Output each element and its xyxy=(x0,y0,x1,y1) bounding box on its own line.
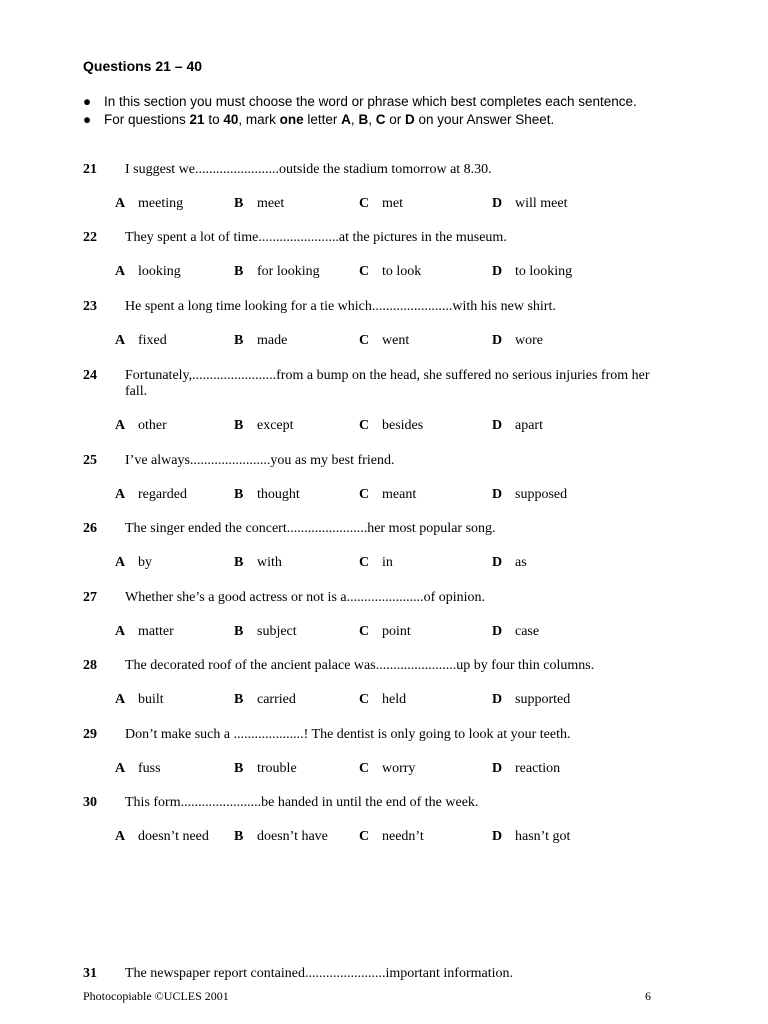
question-text: They spent a lot of time.......................at the pictures in the museum. xyxy=(125,230,507,245)
option-letter: B xyxy=(234,761,244,776)
option-text: fuss xyxy=(138,761,161,776)
option-text: apart xyxy=(515,418,543,433)
answer-options xyxy=(115,829,675,845)
option-letter: C xyxy=(359,829,370,844)
option-text: subject xyxy=(257,624,297,639)
answer-option[interactable] xyxy=(359,487,416,503)
option-letter: C xyxy=(359,624,370,639)
footer-copyright: Photocopiable ©UCLES 2001 xyxy=(83,989,229,1003)
option-text: meant xyxy=(382,487,417,502)
option-letter: C xyxy=(359,196,370,211)
option-text: hasn’t got xyxy=(515,829,571,844)
question-number: 24 xyxy=(83,368,97,383)
option-text: for looking xyxy=(257,264,320,279)
answer-options xyxy=(115,333,675,349)
question-number: 25 xyxy=(83,453,97,468)
option-letter: C xyxy=(359,555,370,570)
option-text: meeting xyxy=(138,196,184,211)
answer-option[interactable] xyxy=(115,761,161,777)
option-text: looking xyxy=(138,264,181,279)
option-letter: D xyxy=(492,487,503,502)
bullet-icon: ● xyxy=(83,112,92,127)
instruction-fragment: on your Answer Sheet. xyxy=(414,112,555,127)
question-number: 26 xyxy=(83,521,97,536)
question-number: 28 xyxy=(83,658,97,673)
option-letter: B xyxy=(234,692,244,707)
answer-options xyxy=(115,555,675,571)
option-letter: A xyxy=(115,624,126,639)
option-text: will meet xyxy=(515,196,568,211)
answer-option[interactable] xyxy=(359,555,393,571)
option-text: point xyxy=(382,624,411,639)
answer-option[interactable] xyxy=(234,692,296,708)
option-letter: C xyxy=(359,487,370,502)
answer-option[interactable] xyxy=(234,829,328,845)
answer-option[interactable] xyxy=(115,555,152,571)
question-text: The decorated roof of the ancient palace was.......................up by four thin columns. xyxy=(125,658,595,673)
option-letter: B xyxy=(234,196,244,211)
instruction-fragment: B xyxy=(358,112,369,127)
question-number: 21 xyxy=(83,162,97,177)
answer-option[interactable] xyxy=(492,196,568,212)
option-text: fixed xyxy=(138,333,167,348)
answer-option[interactable] xyxy=(359,418,423,434)
instruction-fragment: to xyxy=(204,112,224,127)
answer-options xyxy=(115,624,675,640)
question-number: 23 xyxy=(83,299,97,314)
question-number: 22 xyxy=(83,230,97,245)
answer-option[interactable] xyxy=(359,264,421,280)
option-letter: D xyxy=(492,418,503,433)
option-text: besides xyxy=(382,418,424,433)
option-letter: A xyxy=(115,829,126,844)
option-letter: B xyxy=(234,624,244,639)
answer-options xyxy=(115,418,675,434)
question-text: The newspaper report contained.......................important information. xyxy=(125,966,514,981)
instruction-text xyxy=(104,112,554,128)
question-text: The singer ended the concert.......................her most popular song. xyxy=(125,521,496,536)
option-letter: C xyxy=(359,761,370,776)
answer-option[interactable] xyxy=(359,333,409,349)
option-text: supposed xyxy=(515,487,568,502)
answer-options xyxy=(115,264,675,280)
question-number: 29 xyxy=(83,727,97,742)
option-letter: C xyxy=(359,333,370,348)
answer-option[interactable] xyxy=(115,333,167,349)
question-text: This form.......................be handed in until the end of the week. xyxy=(125,795,479,810)
instruction-fragment: For questions xyxy=(104,112,190,127)
instruction-fragment: letter xyxy=(303,112,342,127)
question-number: 27 xyxy=(83,590,97,605)
answer-options xyxy=(115,487,675,503)
option-letter: B xyxy=(234,333,244,348)
answer-option[interactable] xyxy=(234,264,320,280)
option-letter: A xyxy=(115,761,126,776)
question-text: I suggest we........................outside the stadium tomorrow at 8.30. xyxy=(125,162,492,177)
answer-option[interactable] xyxy=(234,418,294,434)
option-text: matter xyxy=(138,624,174,639)
answer-option[interactable] xyxy=(234,333,287,349)
question-text: He spent a long time looking for a tie which.......................with his new shirt. xyxy=(125,299,556,314)
option-letter: A xyxy=(115,692,126,707)
answer-option[interactable] xyxy=(359,692,406,708)
question-text: Fortunately,........................from a bump on the head, she suffered no serious injuries from her fall. xyxy=(125,368,650,399)
option-letter: D xyxy=(492,829,503,844)
answer-option[interactable] xyxy=(359,624,411,640)
answer-option[interactable] xyxy=(234,196,284,212)
answer-option[interactable] xyxy=(492,624,539,640)
option-text: case xyxy=(515,624,540,639)
option-text: doesn’t have xyxy=(257,829,328,844)
instruction-fragment: , xyxy=(350,112,359,127)
instruction-fragment: or xyxy=(385,112,405,127)
option-letter: A xyxy=(115,555,126,570)
answer-option[interactable] xyxy=(234,761,297,777)
answer-option[interactable] xyxy=(359,196,403,212)
answer-option[interactable] xyxy=(115,624,174,640)
answer-option[interactable] xyxy=(492,555,527,571)
option-letter: D xyxy=(492,624,503,639)
section-heading: Questions 21 – 40 xyxy=(83,58,203,74)
answer-option[interactable] xyxy=(359,761,415,777)
option-letter: C xyxy=(359,264,370,279)
answer-option[interactable] xyxy=(115,829,209,845)
option-text: to look xyxy=(382,264,422,279)
option-text: with xyxy=(257,555,282,570)
option-text: regarded xyxy=(138,487,187,502)
answer-options xyxy=(115,196,675,212)
answer-option[interactable] xyxy=(492,418,543,434)
instruction-fragment: D xyxy=(404,112,415,127)
question-text: Don’t make such a ....................! The dentist is only going to look at your teeth. xyxy=(125,727,571,742)
instruction-fragment: A xyxy=(341,112,351,127)
option-text: carried xyxy=(257,692,296,707)
question-number: 30 xyxy=(83,795,97,810)
option-letter: A xyxy=(115,333,126,348)
option-text: needn’t xyxy=(382,829,424,844)
instruction-fragment: , mark xyxy=(238,112,280,127)
answer-option[interactable] xyxy=(115,196,183,212)
question-text: I’ve always.......................you as my best friend. xyxy=(125,453,395,468)
option-letter: B xyxy=(234,555,244,570)
option-letter: D xyxy=(492,692,503,707)
instruction-fragment: one xyxy=(279,112,304,127)
instruction-fragment: 40 xyxy=(223,112,239,127)
option-text: in xyxy=(382,555,393,570)
answer-option[interactable] xyxy=(115,487,187,503)
answer-option[interactable] xyxy=(115,418,167,434)
option-letter: D xyxy=(492,196,503,211)
option-letter: B xyxy=(234,487,244,502)
answer-options xyxy=(115,692,675,708)
option-text: by xyxy=(138,555,152,570)
option-letter: B xyxy=(234,418,244,433)
answer-option[interactable] xyxy=(492,487,567,503)
option-text: held xyxy=(382,692,407,707)
option-letter: D xyxy=(492,333,503,348)
answer-option[interactable] xyxy=(492,264,572,280)
answer-option[interactable] xyxy=(492,829,570,845)
option-text: as xyxy=(515,555,527,570)
option-text: thought xyxy=(257,487,300,502)
answer-option[interactable] xyxy=(492,692,570,708)
option-text: worry xyxy=(382,761,416,776)
option-letter: B xyxy=(234,264,244,279)
option-text: except xyxy=(257,418,294,433)
option-letter: B xyxy=(234,829,244,844)
option-letter: D xyxy=(492,555,503,570)
question-number: 31 xyxy=(83,966,97,981)
answer-option[interactable] xyxy=(234,487,300,503)
option-letter: A xyxy=(115,418,126,433)
option-letter: D xyxy=(492,761,503,776)
answer-options xyxy=(115,761,675,777)
answer-option[interactable] xyxy=(359,829,424,845)
option-text: built xyxy=(138,692,164,707)
option-text: supported xyxy=(515,692,571,707)
option-text: met xyxy=(382,196,403,211)
page-number: 6 xyxy=(645,989,651,1003)
option-text: reaction xyxy=(515,761,561,776)
bullet-icon: ● xyxy=(83,94,92,109)
instruction-fragment: C xyxy=(375,112,386,127)
option-letter: A xyxy=(115,487,126,502)
option-text: other xyxy=(138,418,167,433)
question-text: Whether she’s a good actress or not is a......................of opinion. xyxy=(125,590,486,605)
option-text: wore xyxy=(515,333,543,348)
option-text: went xyxy=(382,333,410,348)
instruction-fragment: , xyxy=(368,112,376,127)
answer-option[interactable] xyxy=(115,264,181,280)
option-letter: D xyxy=(492,264,503,279)
option-letter: A xyxy=(115,196,126,211)
answer-option[interactable] xyxy=(234,624,297,640)
instruction-fragment: 21 xyxy=(189,112,205,127)
answer-option[interactable] xyxy=(492,761,560,777)
option-letter: C xyxy=(359,692,370,707)
instruction-text: In this section you must choose the word or phrase which best completes each sentence. xyxy=(104,94,637,109)
option-letter: C xyxy=(359,418,370,433)
option-text: trouble xyxy=(257,761,297,776)
option-text: to looking xyxy=(515,264,573,279)
option-text: meet xyxy=(257,196,285,211)
option-text: made xyxy=(257,333,288,348)
answer-option[interactable] xyxy=(234,555,282,571)
option-letter: A xyxy=(115,264,126,279)
answer-option[interactable] xyxy=(115,692,164,708)
option-text: doesn’t need xyxy=(138,829,209,844)
answer-option[interactable] xyxy=(492,333,543,349)
